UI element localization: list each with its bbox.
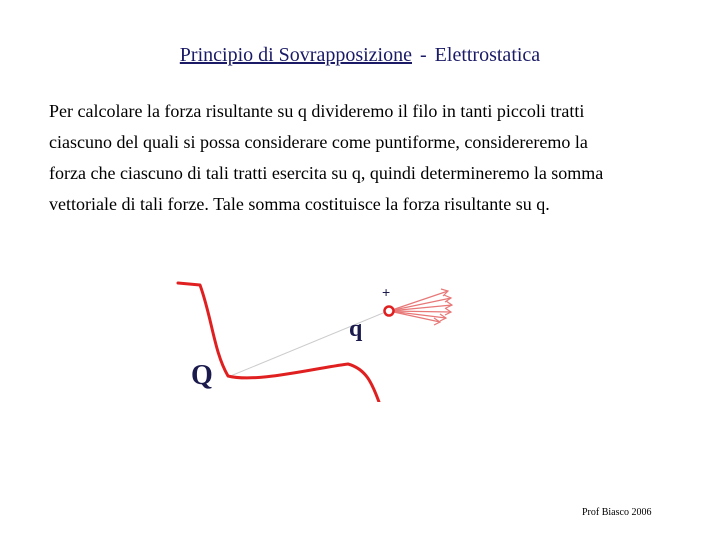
test-charge (385, 307, 394, 316)
connection-line (228, 311, 388, 377)
charge-sign: + (382, 284, 391, 300)
title-row (0, 44, 720, 67)
body-line: ciascuno del quali si possa considerare come puntiforme, considereremo la (49, 132, 588, 152)
page-title: Principio di Sovrapposizione (179, 44, 412, 66)
force-vectors (389, 289, 452, 325)
arrow-head (446, 301, 452, 308)
body-paragraph (49, 96, 689, 220)
title-separator: - (420, 44, 427, 66)
footer-credit: Prof Biasco 2006 (582, 507, 652, 518)
charge-label: q (349, 316, 363, 342)
wire-label: Q (191, 360, 213, 391)
body-line: Per calcolare la forza risultante su q divideremo il filo in tanti piccoli tratti (49, 101, 585, 121)
superposition-figure (160, 262, 480, 402)
body-line: vettoriale di tali forze. Tale somma costituisce la forza risultante su q. (49, 194, 550, 214)
page-subtitle: Elettrostatica (434, 44, 541, 66)
body-line: forza che ciascuno di tali tratti esercita su q, quindi determineremo la somma (49, 163, 604, 183)
